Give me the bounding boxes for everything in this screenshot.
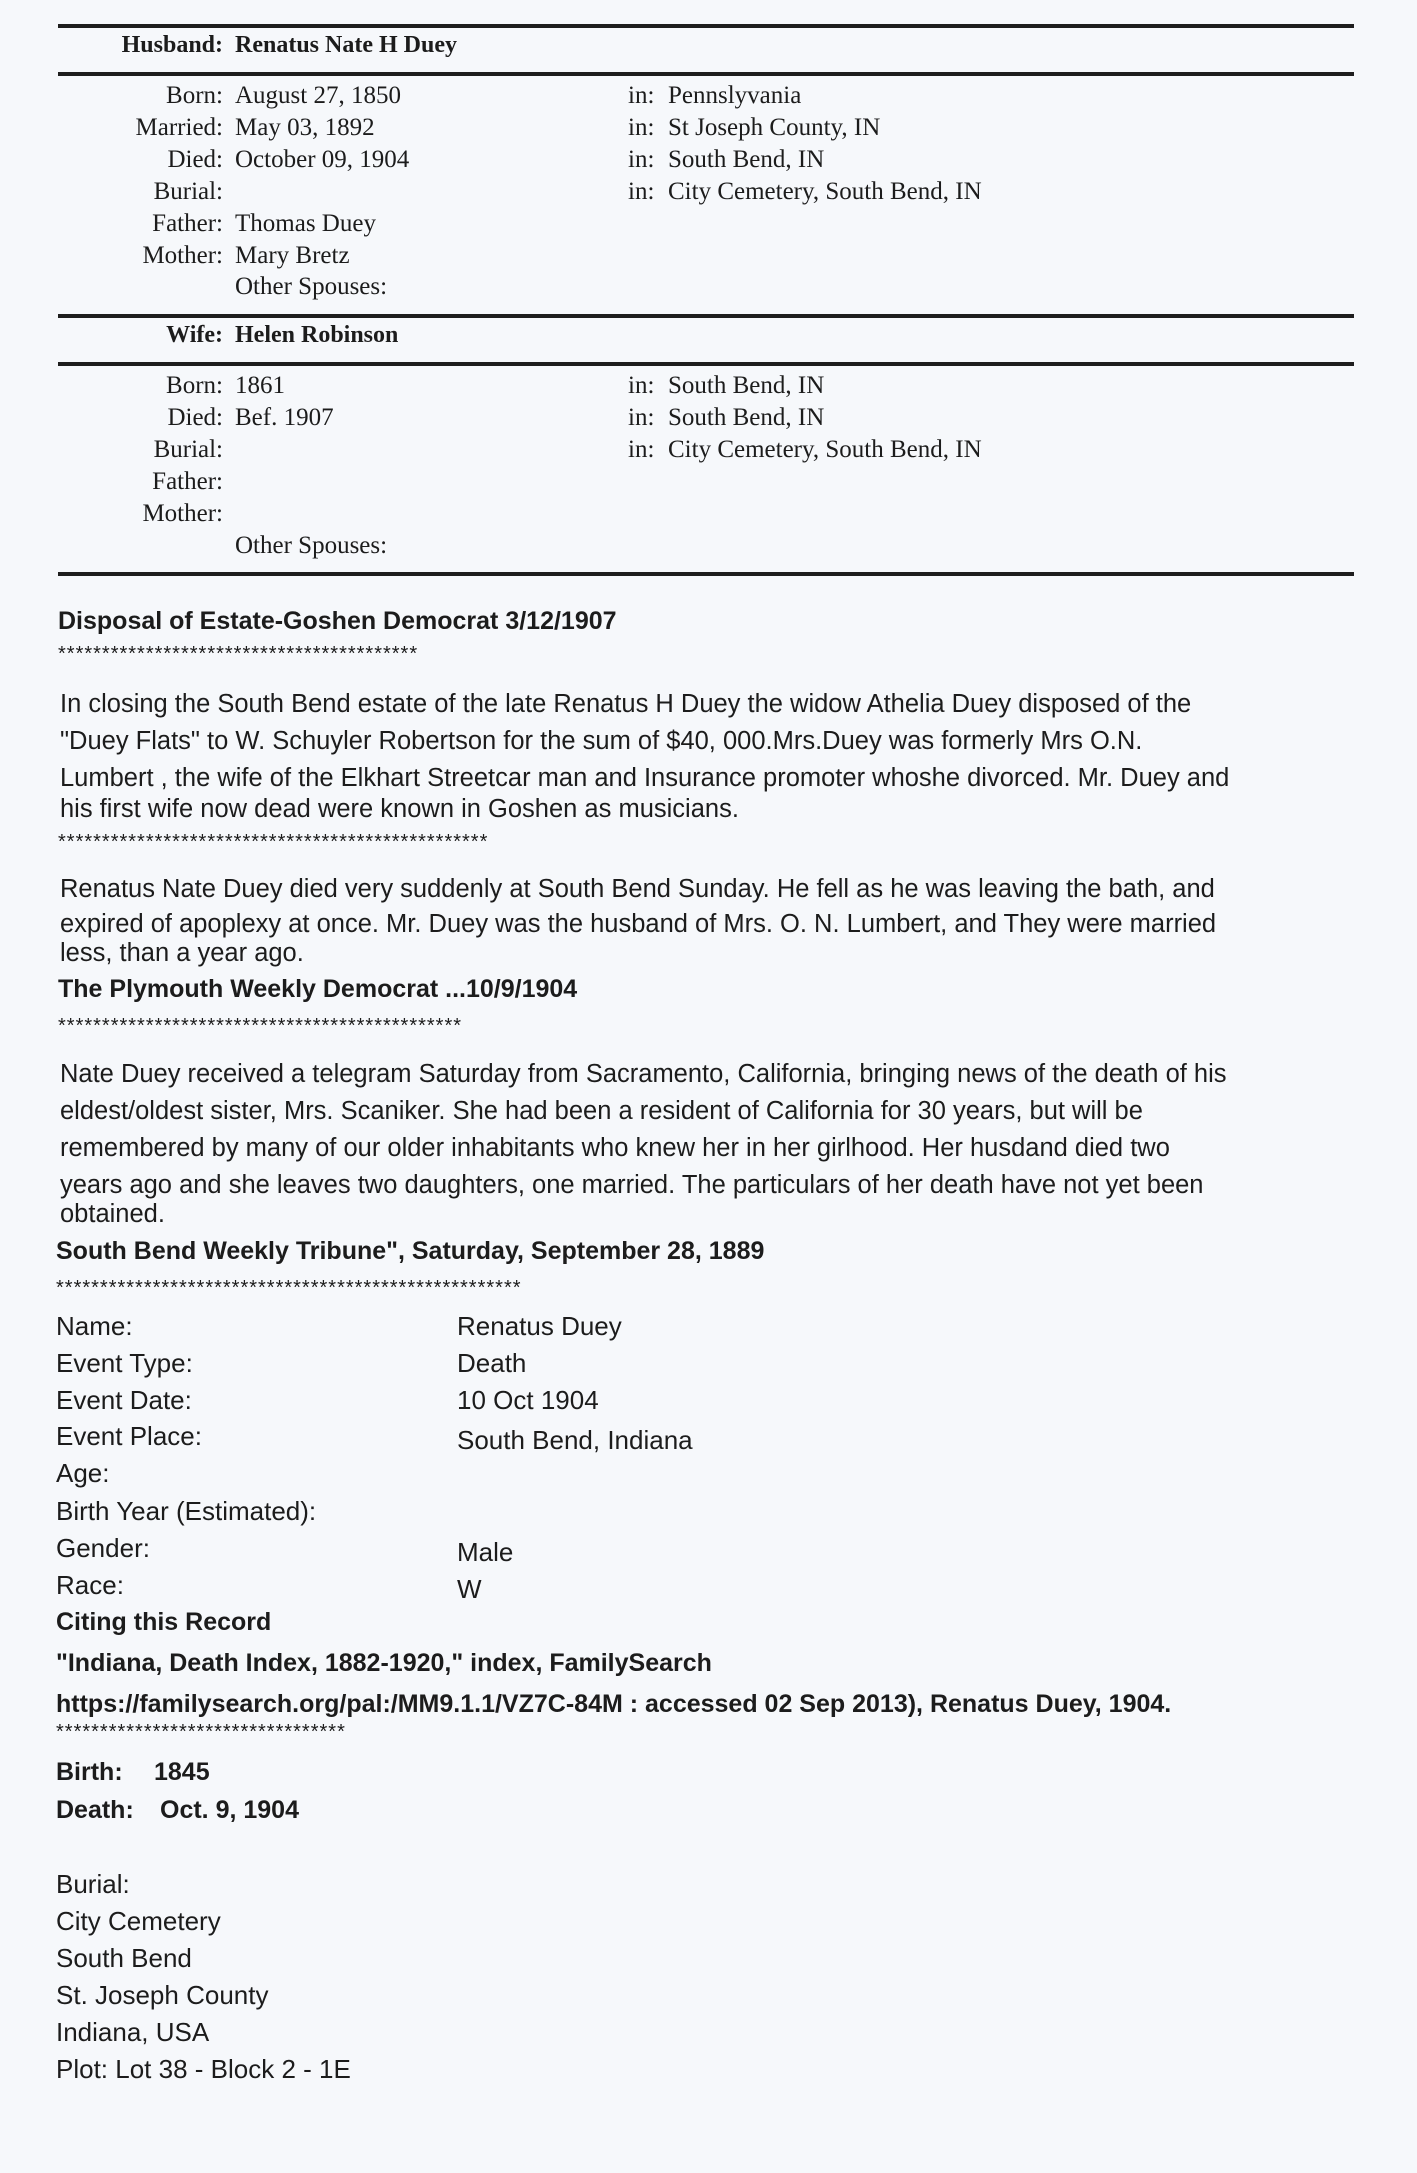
burial-line: St. Joseph County bbox=[56, 1980, 269, 2010]
plymouth-note-title: The Plymouth Weekly Democrat ...10/9/1904 bbox=[58, 975, 578, 1003]
paragraph-line: less, than a year ago. bbox=[60, 939, 304, 967]
wife-burial-row bbox=[0, 436, 1417, 468]
wife-father-row bbox=[0, 468, 1417, 500]
field-label: Mother: bbox=[142, 500, 223, 527]
husband-other-spouses: Other Spouses: bbox=[235, 273, 388, 300]
sister-paragraph bbox=[60, 1056, 1360, 1233]
field-value: Bef. 1907 bbox=[235, 404, 334, 431]
record-value: South Bend, Indiana bbox=[457, 1425, 693, 1455]
record-label: Gender: bbox=[56, 1533, 150, 1563]
husband-header-rule bbox=[58, 72, 1354, 76]
record-label: Event Place: bbox=[56, 1421, 202, 1451]
record-value: W bbox=[457, 1574, 482, 1604]
in-label: in: bbox=[628, 372, 655, 399]
paragraph-line: expired of apoplexy at once. Mr. Duey was the husband of Mrs. O. N. Lumbert, and They were married bbox=[60, 910, 1217, 938]
wife-name: Helen Robinson bbox=[235, 322, 399, 348]
wife-label: Wife: bbox=[166, 322, 223, 348]
separator-stars: ********************************* bbox=[56, 1721, 346, 1743]
field-label: Mother: bbox=[142, 242, 223, 269]
burial-line: City Cemetery bbox=[56, 1906, 221, 1936]
estate-paragraph bbox=[60, 686, 1360, 828]
field-place: City Cemetery, South Bend, IN bbox=[668, 178, 982, 205]
record-row-event-type bbox=[0, 1348, 1417, 1384]
in-label: in: bbox=[628, 82, 655, 109]
field-label: Born: bbox=[166, 372, 223, 399]
field-place: Pennslyvania bbox=[668, 82, 802, 109]
paragraph-line: Nate Duey received a telegram Saturday from Sacramento, California, bringing news of the death of his bbox=[60, 1060, 1227, 1088]
paragraph-line: Lumbert , the wife of the Elkhart Streetcar man and Insurance promoter whoshe divorced. Mr. Duey and bbox=[60, 764, 1230, 792]
field-value: May 03, 1892 bbox=[235, 114, 375, 141]
wife-header bbox=[0, 322, 1417, 352]
wife-other-spouses: Other Spouses: bbox=[235, 532, 388, 559]
record-value: Renatus Duey bbox=[457, 1311, 622, 1341]
field-value: Thomas Duey bbox=[235, 210, 376, 237]
field-value: Mary Bretz bbox=[235, 242, 350, 269]
in-label: in: bbox=[628, 404, 655, 431]
record-row-event-place bbox=[0, 1421, 1417, 1457]
field-label: Burial: bbox=[153, 178, 223, 205]
paragraph-line: eldest/oldest sister, Mrs. Scaniker. She had been a resident of California for 30 years, but will be bbox=[60, 1097, 1143, 1125]
separator-stars: ************************************************* bbox=[58, 831, 489, 853]
husband-header bbox=[0, 32, 1417, 62]
record-label: Race: bbox=[56, 1570, 124, 1600]
field-value: August 27, 1850 bbox=[235, 82, 401, 109]
field-label: Father: bbox=[152, 468, 223, 495]
in-label: in: bbox=[628, 146, 655, 173]
death-value: Oct. 9, 1904 bbox=[160, 1796, 299, 1824]
paragraph-line: his first wife now dead were known in Goshen as musicians. bbox=[60, 795, 739, 823]
death-label: Death: bbox=[56, 1796, 134, 1824]
record-row-birth-year bbox=[0, 1496, 1417, 1532]
field-place: South Bend, IN bbox=[668, 404, 825, 431]
husband-mother-row bbox=[0, 242, 1417, 274]
birth-value: 1845 bbox=[154, 1758, 210, 1786]
paragraph-line: obtained. bbox=[60, 1200, 165, 1228]
wife-born-row bbox=[0, 372, 1417, 404]
burial-line: South Bend bbox=[56, 1943, 192, 1973]
top-rule bbox=[58, 24, 1354, 28]
record-row-event-date bbox=[0, 1385, 1417, 1421]
wife-mother-row bbox=[0, 500, 1417, 532]
record-value: Male bbox=[457, 1537, 514, 1567]
husband-born-row bbox=[0, 82, 1417, 114]
tribune-note-title: South Bend Weekly Tribune", Saturday, September 28, 1889 bbox=[56, 1237, 765, 1265]
record-label: Event Date: bbox=[56, 1385, 192, 1415]
husband-name: Renatus Nate H Duey bbox=[235, 32, 457, 58]
field-label: Born: bbox=[166, 82, 223, 109]
record-label: Event Type: bbox=[56, 1348, 193, 1378]
citing-title: Citing this Record bbox=[56, 1608, 272, 1636]
field-place: St Joseph County, IN bbox=[668, 114, 881, 141]
field-label: Burial: bbox=[153, 436, 223, 463]
wife-header-rule bbox=[58, 362, 1354, 366]
record-row-race bbox=[0, 1570, 1417, 1606]
field-value: 1861 bbox=[235, 372, 285, 399]
field-place: South Bend, IN bbox=[668, 372, 825, 399]
death-paragraph bbox=[60, 872, 1360, 971]
paragraph-line: years ago and she leaves two daughters, one married. The particulars of her death have not yet been bbox=[60, 1171, 1204, 1199]
field-label: Died: bbox=[167, 146, 223, 173]
field-place: City Cemetery, South Bend, IN bbox=[668, 436, 982, 463]
wife-top-rule bbox=[58, 314, 1354, 318]
separator-stars: ***************************************************** bbox=[56, 1277, 522, 1299]
paragraph-line: remembered by many of our older inhabitants who knew her in her girlhood. Her husdand died two bbox=[60, 1134, 1170, 1162]
citing-url-line: https://familysearch.org/pal:/MM9.1.1/VZ7C-84M : accessed 02 Sep 2013), Renatus Duey, 1904. bbox=[56, 1690, 1172, 1718]
record-row-age bbox=[0, 1458, 1417, 1494]
record-value: 10 Oct 1904 bbox=[457, 1385, 599, 1415]
death-line bbox=[56, 1796, 299, 1825]
paragraph-line: "Duey Flats" to W. Schuyler Robertson for the sum of $40, 000.Mrs.Duey was formerly Mrs O.N. bbox=[60, 727, 1143, 755]
burial-line: Plot: Lot 38 - Block 2 - 1E bbox=[56, 2054, 351, 2084]
husband-burial-row bbox=[0, 178, 1417, 210]
paragraph-line: In closing the South Bend estate of the late Renatus H Duey the widow Athelia Duey disposed of the bbox=[60, 690, 1192, 718]
husband-died-row bbox=[0, 146, 1417, 178]
record-row-gender bbox=[0, 1533, 1417, 1569]
citing-line: "Indiana, Death Index, 1882-1920," index, FamilySearch bbox=[56, 1649, 712, 1677]
paragraph-line: Renatus Nate Duey died very suddenly at South Bend Sunday. He fell as he was leaving the bath, and bbox=[60, 875, 1215, 903]
separator-stars: ********************************************** bbox=[58, 1015, 463, 1037]
field-place: South Bend, IN bbox=[668, 146, 825, 173]
husband-label: Husband: bbox=[121, 32, 223, 58]
field-label: Father: bbox=[152, 210, 223, 237]
field-value: October 09, 1904 bbox=[235, 146, 410, 173]
estate-note-title: Disposal of Estate-Goshen Democrat 3/12/1907 bbox=[58, 607, 617, 635]
record-label: Age: bbox=[56, 1458, 110, 1488]
field-label: Died: bbox=[167, 404, 223, 431]
in-label: in: bbox=[628, 178, 655, 205]
husband-father-row bbox=[0, 210, 1417, 242]
wife-died-row bbox=[0, 404, 1417, 436]
record-value: Death bbox=[457, 1348, 527, 1378]
birth-label: Birth: bbox=[56, 1758, 123, 1786]
record-label: Birth Year (Estimated): bbox=[56, 1496, 317, 1526]
burial-line: Indiana, USA bbox=[56, 2017, 210, 2047]
husband-married-row bbox=[0, 114, 1417, 146]
separator-stars: ***************************************** bbox=[58, 643, 419, 665]
in-label: in: bbox=[628, 114, 655, 141]
bottom-rule bbox=[58, 572, 1354, 576]
record-label: Name: bbox=[56, 1311, 133, 1341]
burial-line: Burial: bbox=[56, 1869, 130, 1899]
in-label: in: bbox=[628, 436, 655, 463]
birth-line bbox=[56, 1758, 210, 1787]
field-label: Married: bbox=[135, 114, 223, 141]
record-row-name bbox=[0, 1311, 1417, 1347]
